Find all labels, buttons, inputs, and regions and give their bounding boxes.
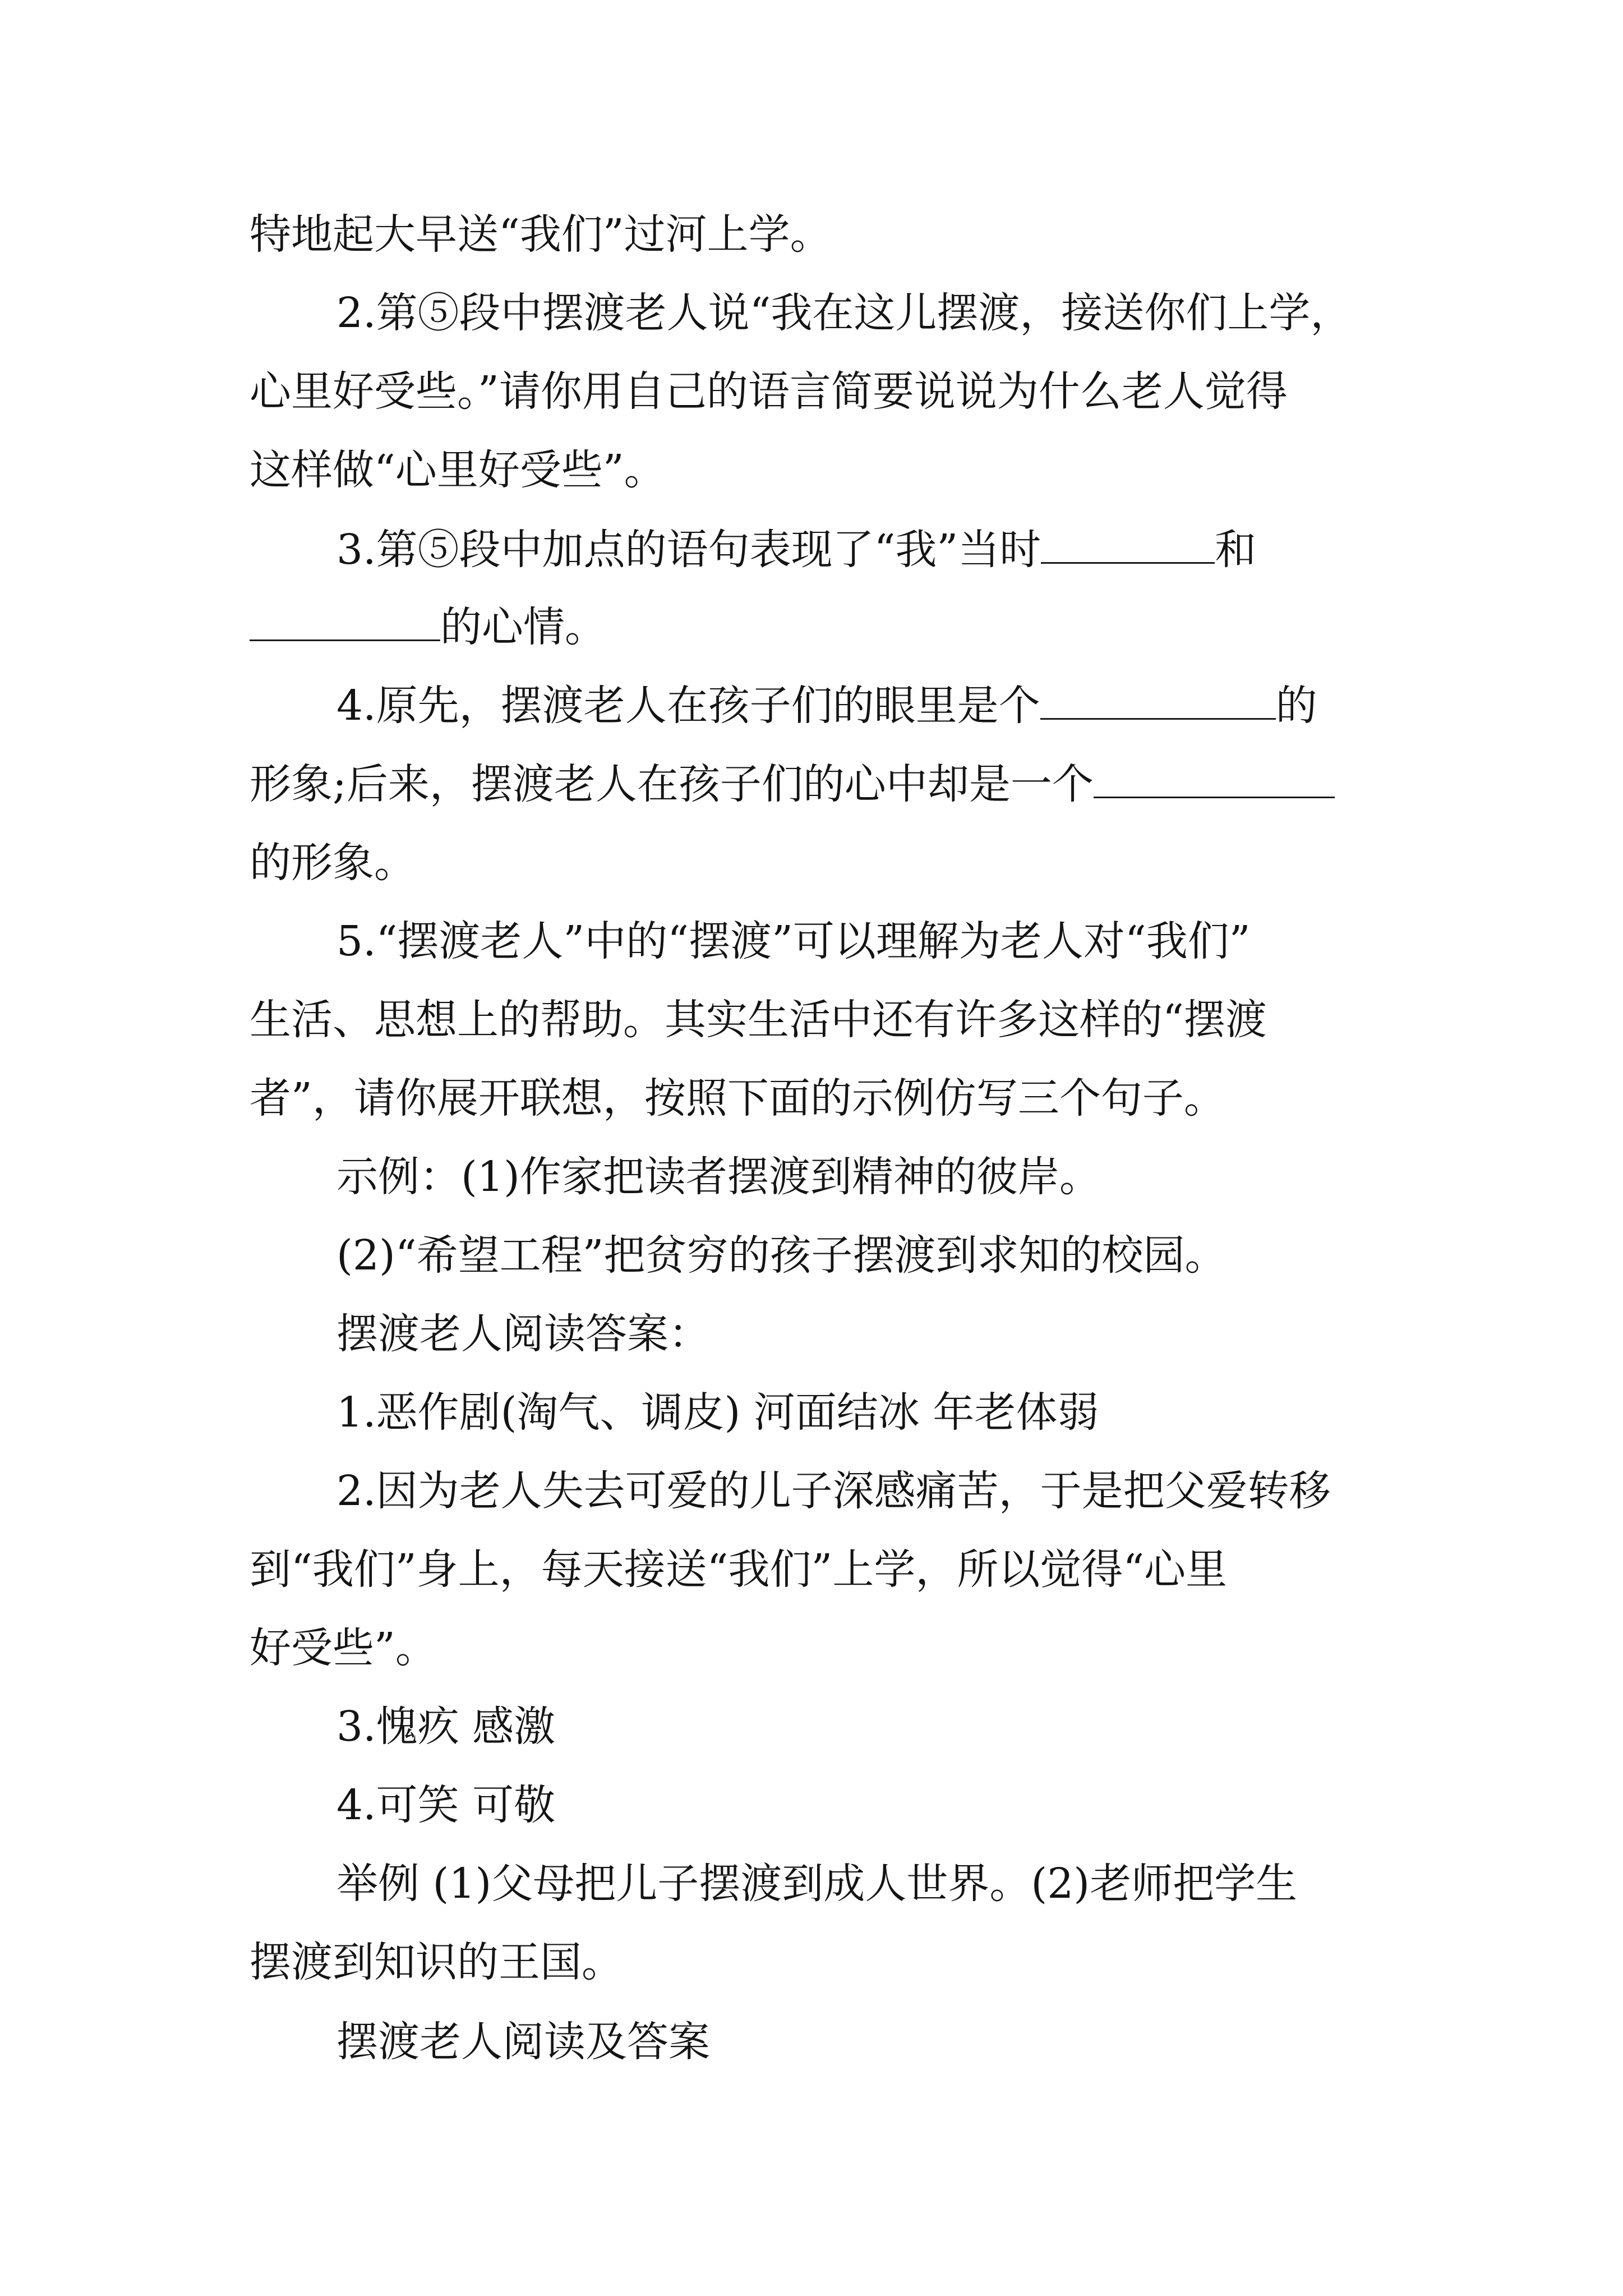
line-text: 示例：(1)作家把读者摆渡到精神的彼岸。	[336, 1153, 1101, 1201]
answer-2-line-2	[250, 1542, 1227, 1598]
line-text: 特地起大早送“我们”过河上学。	[250, 210, 832, 259]
question-3-line-1	[336, 522, 1256, 578]
line-text: 好受些”。	[250, 1624, 437, 1672]
question-2-line-2	[250, 364, 1288, 420]
line-text: 1.恶作剧(淘气、调皮) 河面结冰 年老体弱	[336, 1388, 1099, 1437]
question-5-line-2	[250, 992, 1267, 1048]
line-text: 2.因为老人失去可爱的儿子深感痛苦，于是把父爱转移	[336, 1467, 1331, 1515]
answer-heading	[336, 1306, 710, 1362]
question-5-line-3	[250, 1070, 1225, 1126]
line-text: 摆渡老人阅读答案：	[336, 1310, 710, 1358]
answer-blank[interactable]	[1041, 523, 1215, 564]
line-text: 3.第⑤段中加点的语句表现了“我”当时	[336, 526, 1041, 574]
line-text: 者”，请你展开联想，按照下面的示例仿写三个句子。	[250, 1074, 1225, 1122]
question-3-line-2	[250, 599, 606, 655]
example-1	[336, 1149, 1101, 1205]
line-text: 摆渡到知识的王国。	[250, 1938, 623, 1986]
line-text: 4.可笑 可敬	[336, 1781, 556, 1829]
line-text: 举例 (1)父母把儿子摆渡到成人世界。(2)老师把学生	[336, 1860, 1298, 1908]
line-text: 生活、思想上的帮助。其实生活中还有许多这样的“摆渡	[250, 996, 1267, 1044]
example-2	[336, 1227, 1226, 1283]
line-text: 心里好受些。”请你用自己的语言简要说说为什么老人觉得	[250, 367, 1288, 416]
answer-5-line-1	[336, 1856, 1297, 1912]
line-text: 的心情。	[440, 603, 606, 651]
question-2-line-1	[336, 285, 1352, 341]
answer-4	[336, 1777, 555, 1833]
question-4-line-1	[336, 678, 1317, 734]
line-text: 到“我们”身上，每天接送“我们”上学，所以觉得“心里	[250, 1545, 1228, 1594]
answer-2-line-1	[336, 1463, 1331, 1519]
answer-5-line-2	[250, 1934, 623, 1990]
answer-2-line-3	[250, 1620, 437, 1676]
text-line-1	[250, 206, 832, 263]
line-text: 和	[1215, 526, 1257, 574]
answer-3	[336, 1699, 555, 1755]
line-text: 4.原先，摆渡老人在孩子们的眼里是个	[336, 682, 1040, 730]
line-text: 的形象。	[250, 839, 416, 887]
answer-blank[interactable]	[1040, 679, 1276, 720]
question-2-line-3	[250, 442, 666, 498]
line-text: 5.“摆渡老人”中的“摆渡”可以理解为老人对“我们”	[336, 917, 1251, 965]
question-5-line-1	[336, 913, 1251, 969]
question-4-line-3	[250, 835, 416, 891]
line-text: 3.愧疚 感激	[336, 1703, 556, 1751]
line-text: (2)“希望工程”把贫穷的孩子摆渡到求知的校园。	[336, 1231, 1227, 1280]
answer-1	[336, 1384, 1099, 1441]
section-title	[336, 2014, 710, 2070]
question-4-line-2	[250, 756, 1335, 812]
line-text: 的	[1275, 682, 1317, 730]
answer-blank[interactable]	[1094, 757, 1335, 798]
answer-blank[interactable]	[250, 600, 440, 641]
line-text: 这样做“心里好受些”。	[250, 446, 666, 494]
line-text: 形象;后来，摆渡老人在孩子们的心中却是一个	[250, 760, 1094, 808]
line-text: 2.第⑤段中摆渡老人说“我在这儿摆渡，接送你们上学，	[336, 289, 1352, 337]
line-text: 摆渡老人阅读及答案	[336, 2018, 710, 2066]
